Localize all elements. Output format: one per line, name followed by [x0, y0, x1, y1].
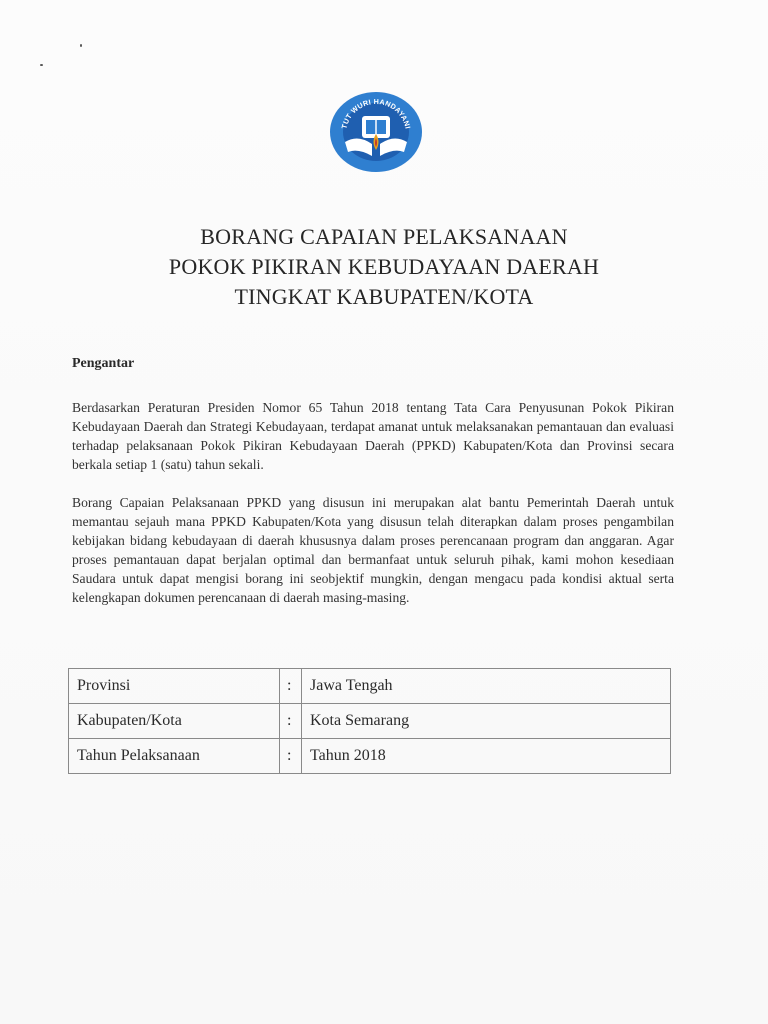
row-label: Tahun Pelaksanaan — [69, 739, 280, 774]
row-label: Kabupaten/Kota — [69, 704, 280, 739]
intro-paragraph-2: Borang Capaian Pelaksanaan PPKD yang disusun ini merupakan alat bantu Pemerintah Daerah untuk memantau sejauh mana PPKD Kabupaten/Kota yang disusun telah diterapkan dalam proses pengambilan kebijakan bidang kebudayaan di daerah khususnya dalam proses perencanaan program dan anggaran. Agar proses pemantauan dapat berjalan optimal dan bermanfaat untuk seluruh pihak, kami mohon kesediaan Saudara untuk dapat mengisi borang ini seobjektif mungkin, dengan mengacu pada kondisi aktual serta kelengkapan dokumen perencanaan di daerah masing-masing. — [72, 495, 674, 605]
row-value: Tahun 2018 — [302, 739, 671, 774]
table-row-tahun-pelaksanaan — [69, 739, 671, 774]
row-label: Provinsi — [69, 669, 280, 704]
row-separator: : — [280, 704, 302, 739]
section-heading: Pengantar — [72, 356, 135, 371]
table-row-kabupaten-kota — [69, 704, 671, 739]
row-separator: : — [280, 669, 302, 704]
document-title-line-1: BORANG CAPAIAN PELAKSANAAN — [200, 224, 568, 249]
row-value: Jawa Tengah — [302, 669, 671, 704]
table-row-provinsi — [69, 669, 671, 704]
document-title-line-2: POKOK PIKIRAN KEBUDAYAAN DAERAH — [168, 254, 600, 279]
tut-wuri-handayani-logo — [328, 90, 424, 174]
identity-table — [68, 668, 671, 774]
logo-motto: TUT WURI HANDAYANI — [339, 96, 413, 130]
document-title-line-3: TINGKAT KABUPATEN/KOTA — [234, 284, 534, 309]
scan-speck — [80, 44, 82, 47]
scan-speck — [40, 64, 43, 66]
row-separator: : — [280, 739, 302, 774]
intro-paragraph-1: Berdasarkan Peraturan Presiden Nomor 65 Tahun 2018 tentang Tata Cara Penyusunan Pokok Pikiran Kebudayaan Daerah dan Strategi Kebudayaan, terdapat amanat untuk melaksanakan pemantauan dan evaluasi terhadap pelaksanaan Pokok Pikiran Kebudayaan Daerah (PPKD) Kabupaten/Kota dan Provinsi secara berkala setiap 1 (satu) tahun sekali. — [72, 400, 674, 472]
row-value: Kota Semarang — [302, 704, 671, 739]
